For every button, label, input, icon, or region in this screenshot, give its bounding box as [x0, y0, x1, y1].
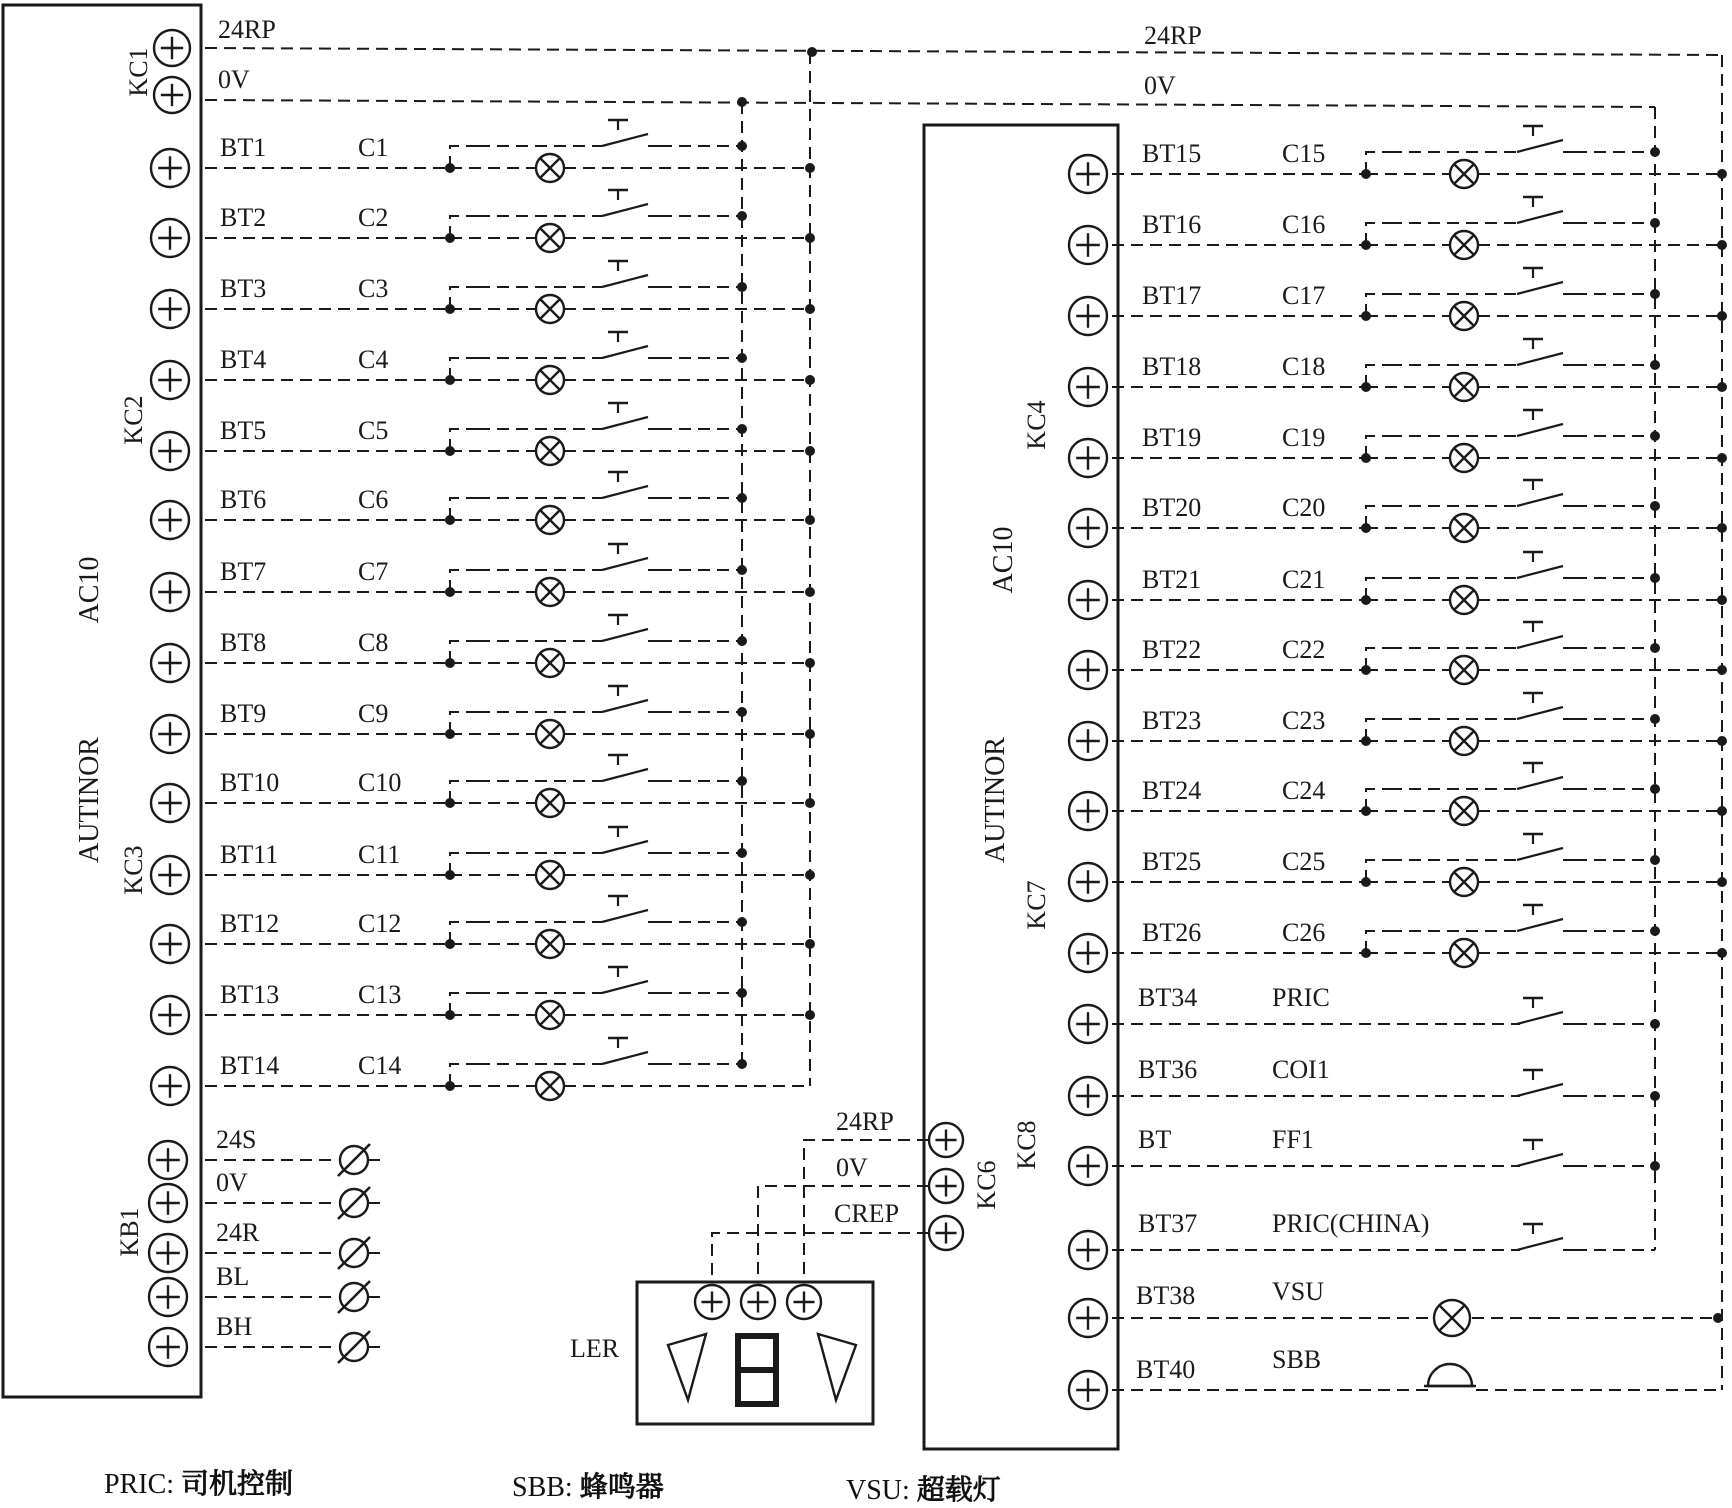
switch-blade: [602, 981, 648, 993]
call-row: [1069, 622, 1727, 689]
kc6-label: CREP: [834, 1199, 900, 1228]
call-row-bt-label: BT10: [220, 768, 280, 797]
right-connector-kc6: KC6: [972, 1160, 1001, 1210]
kb1-slashed-terminal: [338, 1237, 386, 1269]
kb1-terminal: [149, 1278, 187, 1316]
kc6-terminal: [929, 1216, 963, 1250]
call-row-c-label: C2: [358, 203, 389, 232]
call-row-lamp: [536, 295, 564, 323]
call-row-c-label: C7: [358, 557, 389, 586]
ler-terminal-3: [787, 1285, 821, 1319]
call-row-pushbutton: [478, 615, 660, 641]
call-row-bt-label: BT9: [220, 699, 267, 728]
switch-blade: [602, 700, 648, 712]
kb1-slashed-terminal: [338, 1281, 386, 1313]
call-row-branch: [450, 922, 478, 944]
call-row-terminal: [1069, 155, 1107, 193]
call-row-c-label: C19: [1282, 423, 1326, 452]
call-row-lamp: [1450, 373, 1478, 401]
left-connector-kc3: KC3: [119, 845, 148, 895]
call-row-terminal: [1069, 226, 1107, 264]
switch-row: [1069, 983, 1660, 1043]
call-row-c-label: C9: [358, 699, 389, 728]
left-label-autinor: AUTINOR: [74, 737, 105, 863]
call-row-pushbutton: [1390, 552, 1575, 578]
call-row-pushbutton: [1390, 268, 1575, 294]
left-connector-kb1: KB1: [115, 1207, 144, 1257]
switch-blade: [1517, 1084, 1563, 1096]
call-row-lamp: [536, 1001, 564, 1029]
legend-sbb: SBB: 蜂鸣器: [512, 1470, 664, 1503]
switch-row-pushbutton: [1517, 1224, 1575, 1250]
call-row-bt-label: BT2: [220, 203, 267, 232]
kc6-label: 0V: [836, 1153, 868, 1182]
call-row-lamp: [1450, 797, 1478, 825]
call-row-lamp: [536, 154, 564, 182]
left-call-rows: [151, 52, 815, 1105]
call-row-terminal: [1069, 368, 1107, 406]
call-row-pushbutton: [478, 1038, 660, 1064]
call-row-branch: [450, 781, 478, 803]
kb1-label: 24R: [216, 1218, 260, 1247]
call-row: [151, 686, 815, 753]
vsu-24rp-junction: [1713, 1313, 1723, 1323]
call-row-pushbutton: [478, 686, 660, 712]
call-row-c-label: C25: [1282, 847, 1326, 876]
call-row-bt-label: BT12: [220, 909, 280, 938]
call-row-lamp: [536, 789, 564, 817]
slash: [338, 1281, 370, 1313]
call-row-terminal: [151, 501, 189, 539]
right-call-rows: [1069, 126, 1727, 972]
legend-vsu: VSU: 超载灯: [846, 1473, 1001, 1506]
call-row-bt-label: BT16: [1142, 210, 1202, 239]
call-row-c-label: C24: [1282, 776, 1326, 805]
sbb-terminal: [1069, 1371, 1107, 1409]
switch-blade: [1517, 777, 1563, 789]
buzzer-dome: [1428, 1364, 1472, 1386]
call-row-terminal: [151, 219, 189, 257]
call-row-lamp: [536, 578, 564, 606]
call-row-c-label: C11: [358, 840, 401, 869]
slash: [338, 1237, 370, 1269]
call-row-lamp: [536, 366, 564, 394]
vsu-lamp: [1434, 1300, 1470, 1336]
call-row-c-label: C14: [358, 1051, 402, 1080]
bus-24rp-top: [205, 48, 1725, 55]
call-row-c-label: C12: [358, 909, 402, 938]
call-row-bt-label: BT18: [1142, 352, 1202, 381]
call-row-pushbutton: [478, 755, 660, 781]
call-row-c-label: C26: [1282, 918, 1326, 947]
call-row-pushbutton: [1390, 197, 1575, 223]
call-row-pushbutton: [478, 967, 660, 993]
switch-row-terminal: [1069, 1005, 1107, 1043]
call-row-terminal: [1069, 509, 1107, 547]
call-row-terminal: [1069, 297, 1107, 335]
switch-blade: [602, 204, 648, 216]
call-row-branch: [450, 641, 478, 663]
call-row-bt-label: BT22: [1142, 635, 1202, 664]
call-row-lamp: [1450, 514, 1478, 542]
right-label-autinor: AUTINOR: [980, 737, 1011, 863]
call-row-c-label: C6: [358, 485, 389, 514]
call-row: [151, 615, 815, 682]
call-row: [151, 261, 815, 328]
switch-blade: [602, 769, 648, 781]
call-row-terminal: [151, 432, 189, 470]
switch-row: [1069, 1125, 1660, 1185]
call-row-lamp: [1450, 868, 1478, 896]
switch-blade: [1517, 566, 1563, 578]
call-row-bt-label: BT13: [220, 980, 280, 1009]
kb1-slashed-terminal: [338, 1331, 386, 1363]
switch-row-c-label: PRIC: [1272, 983, 1330, 1012]
call-row-pushbutton: [1390, 905, 1575, 931]
ler-label: LER: [570, 1334, 620, 1363]
kc6-terminal: [929, 1123, 963, 1157]
call-row-pushbutton: [1390, 339, 1575, 365]
call-row-bt-label: BT19: [1142, 423, 1202, 452]
call-row-terminal: [151, 361, 189, 399]
call-row-terminal: [151, 996, 189, 1034]
call-row-pushbutton: [1390, 410, 1575, 436]
right-connector-kc7: KC7: [1022, 880, 1051, 930]
call-row-c-label: C8: [358, 628, 389, 657]
call-row-pushbutton: [478, 827, 660, 853]
switch-blade: [602, 1052, 648, 1064]
call-row-terminal: [151, 856, 189, 894]
call-row: [1069, 126, 1727, 193]
call-row-bt-label: BT7: [220, 557, 267, 586]
call-row-lamp: [536, 720, 564, 748]
ler-terminal-1: [695, 1285, 729, 1319]
switch-blade: [602, 417, 648, 429]
call-row: [1069, 905, 1727, 972]
call-row: [1069, 480, 1727, 547]
call-row-branch: [450, 146, 478, 168]
call-row-branch: [450, 358, 478, 380]
switch-blade: [1517, 1154, 1563, 1166]
call-row-branch: [450, 993, 478, 1015]
kb1-label: BL: [216, 1262, 250, 1291]
vsu-c-label: VSU: [1272, 1277, 1325, 1306]
switch-blade: [602, 558, 648, 570]
switch-blade: [1517, 211, 1563, 223]
switch-row-c-label: PRIC(CHINA): [1272, 1209, 1430, 1238]
kc1-label-24rp: 24RP: [218, 15, 276, 44]
switch-row-c-label: COI1: [1272, 1055, 1330, 1084]
call-row-pushbutton: [478, 190, 660, 216]
switch-row-pushbutton: [1517, 1070, 1575, 1096]
call-row-c-label: C10: [358, 768, 402, 797]
call-row-branch: [450, 429, 478, 451]
switch-blade: [1517, 919, 1563, 931]
call-row: [151, 544, 815, 611]
switch-blade: [1517, 282, 1563, 294]
call-row: [1069, 693, 1727, 760]
call-row-c-label: C4: [358, 345, 389, 374]
call-row-terminal: [1069, 863, 1107, 901]
sbb-bt-label: BT40: [1136, 1355, 1196, 1384]
call-row-pushbutton: [1390, 834, 1575, 860]
right-connector-kc8: KC8: [1012, 1120, 1041, 1170]
left-label-ac10: AC10: [74, 556, 105, 624]
call-row-terminal: [151, 644, 189, 682]
call-row-terminal: [151, 784, 189, 822]
call-row-terminal: [151, 1067, 189, 1105]
sbb-c-label: SBB: [1272, 1345, 1322, 1374]
bus-label-24rp: 24RP: [1144, 21, 1202, 50]
call-row: [151, 896, 815, 963]
slash: [338, 1144, 370, 1176]
call-row-lamp: [536, 1072, 564, 1100]
call-row-bt-label: BT23: [1142, 706, 1202, 735]
call-row: [1069, 339, 1727, 406]
switch-row-terminal: [1069, 1147, 1107, 1185]
kb1-label: 24S: [216, 1125, 257, 1154]
call-row-branch: [450, 853, 478, 875]
call-row-bt-label: BT5: [220, 416, 267, 445]
call-row-branch: [450, 712, 478, 734]
switch-blade: [1517, 1238, 1563, 1250]
kc6-display: [570, 1107, 963, 1424]
switch-blade: [602, 275, 648, 287]
call-row-terminal: [151, 149, 189, 187]
call-row: [151, 827, 815, 894]
bus-label-0v: 0V: [1144, 71, 1176, 100]
right-lamp-buzzer-rows: [1069, 1277, 1723, 1409]
call-row-c-label: C20: [1282, 493, 1326, 522]
switch-row-bt-label: BT36: [1138, 1055, 1198, 1084]
call-row-lamp: [1450, 302, 1478, 330]
call-row: [151, 755, 815, 822]
call-row-c-label: C13: [358, 980, 402, 1009]
call-row-terminal: [1069, 792, 1107, 830]
call-row-bt-label: BT11: [220, 840, 279, 869]
call-row-bt-label: BT25: [1142, 847, 1202, 876]
call-row-branch: [450, 216, 478, 238]
switch-row-bt-label: BT: [1138, 1125, 1172, 1154]
switch-blade: [602, 134, 648, 146]
bus-0v-top: [205, 100, 1655, 107]
call-row: [1069, 763, 1727, 830]
switch-blade: [602, 486, 648, 498]
call-row-terminal: [151, 715, 189, 753]
switch-blade: [1517, 707, 1563, 719]
slash: [338, 1187, 370, 1219]
call-row-pushbutton: [478, 544, 660, 570]
kb1-terminal: [149, 1141, 187, 1179]
call-row: [1069, 268, 1727, 335]
call-row-c-label: C5: [358, 416, 389, 445]
switch-blade: [1517, 1012, 1563, 1024]
switch-blade: [1517, 140, 1563, 152]
call-row-terminal: [151, 573, 189, 611]
call-row-c-label: C17: [1282, 281, 1326, 310]
call-row-lamp: [536, 649, 564, 677]
call-row-pushbutton: [1390, 480, 1575, 506]
switch-row-terminal: [1069, 1077, 1107, 1115]
switch-row: [1069, 1209, 1655, 1269]
call-row-bt-label: BT4: [220, 345, 267, 374]
call-row-c-label: C21: [1282, 565, 1326, 594]
call-row-lamp: [1450, 727, 1478, 755]
vsu-terminal: [1069, 1299, 1107, 1337]
switch-row-pushbutton: [1517, 998, 1575, 1024]
call-row-lamp: [536, 437, 564, 465]
call-row: [1069, 834, 1727, 901]
call-row: [1069, 552, 1727, 619]
call-row-pushbutton: [478, 403, 660, 429]
switch-blade: [602, 629, 648, 641]
call-row-c-label: C23: [1282, 706, 1326, 735]
call-row-c-label: C22: [1282, 635, 1326, 664]
kb1-slashed-terminal: [338, 1187, 386, 1219]
call-row-bt-label: BT24: [1142, 776, 1202, 805]
call-row-pushbutton: [478, 472, 660, 498]
switch-blade: [602, 346, 648, 358]
call-row-lamp: [1450, 939, 1478, 967]
call-row-pushbutton: [478, 120, 660, 146]
right-connector-kc4: KC4: [1022, 400, 1051, 450]
kc1-rows: [154, 15, 1725, 113]
call-row-lamp: [1450, 231, 1478, 259]
vsu-bt-label: BT38: [1136, 1281, 1196, 1310]
kc1-terminal-0v: [154, 77, 190, 113]
call-row: [151, 403, 815, 470]
kb1-label: 0V: [216, 1168, 248, 1197]
call-row-c-label: C15: [1282, 139, 1326, 168]
call-row: [1069, 410, 1727, 477]
switch-blade: [1517, 424, 1563, 436]
call-row: [151, 1038, 810, 1105]
kb1-terminal: [149, 1328, 187, 1366]
call-row-pushbutton: [478, 332, 660, 358]
call-row-branch: [450, 287, 478, 309]
switch-row-bt-label: BT37: [1138, 1209, 1198, 1238]
kb1-terminal: [149, 1184, 187, 1222]
call-row-bt-label: BT21: [1142, 565, 1202, 594]
call-row-c-label: C1: [358, 133, 389, 162]
call-row-branch: [450, 498, 478, 520]
switch-blade: [1517, 636, 1563, 648]
sbb-buzzer: [1424, 1364, 1476, 1386]
call-row-terminal: [1069, 722, 1107, 760]
kb1-label: BH: [216, 1312, 253, 1341]
call-row-terminal: [1069, 934, 1107, 972]
call-row-terminal: [1069, 439, 1107, 477]
call-row-terminal: [1069, 581, 1107, 619]
right-label-ac10: AC10: [988, 526, 1019, 594]
call-row-bt-label: BT17: [1142, 281, 1202, 310]
call-row-branch: [450, 570, 478, 592]
call-row: [151, 472, 815, 539]
kb1-slashed-terminal: [338, 1144, 386, 1176]
call-row-pushbutton: [478, 896, 660, 922]
left-connector-kc2: KC2: [119, 395, 148, 445]
switch-blade: [1517, 353, 1563, 365]
call-row-bt-label: BT14: [220, 1051, 280, 1080]
slash: [338, 1331, 370, 1363]
call-row-lamp: [536, 224, 564, 252]
ler-terminal-2: [741, 1285, 775, 1319]
call-row-lamp: [1450, 656, 1478, 684]
kc6-terminal: [929, 1169, 963, 1203]
call-row-c-label: C16: [1282, 210, 1326, 239]
call-row-lamp: [1450, 160, 1478, 188]
call-row-lamp: [1450, 586, 1478, 614]
left-connector-kc1: KC1: [124, 47, 153, 97]
call-row-lamp: [1450, 444, 1478, 472]
call-row-lamp: [536, 861, 564, 889]
kc1-terminal-24rp: [154, 30, 190, 66]
switch-blade: [602, 841, 648, 853]
kb1-terminal: [149, 1234, 187, 1272]
call-row-bt-label: BT26: [1142, 918, 1202, 947]
call-row-c-label: C18: [1282, 352, 1326, 381]
call-row-pushbutton: [1390, 763, 1575, 789]
call-row-c-label: C3: [358, 274, 389, 303]
kc6-wire-crep: [712, 1233, 929, 1280]
call-row-bt-label: BT3: [220, 274, 267, 303]
switch-row-pushbutton: [1517, 1140, 1575, 1166]
call-row-pushbutton: [478, 261, 660, 287]
call-row-bt-label: BT20: [1142, 493, 1202, 522]
kc1-label-0v: 0V: [218, 65, 250, 94]
call-row-lamp: [536, 930, 564, 958]
call-row-bt-label: BT15: [1142, 139, 1202, 168]
kc6-label: 24RP: [836, 1107, 894, 1136]
call-row-terminal: [1069, 651, 1107, 689]
call-row-branch: [450, 1064, 478, 1086]
switch-row-bt-label: BT34: [1138, 983, 1198, 1012]
call-row-terminal: [151, 925, 189, 963]
switch-blade: [602, 910, 648, 922]
bus-24rp-junction: [807, 47, 817, 57]
switch-blade: [1517, 494, 1563, 506]
call-row-bt-label: BT1: [220, 133, 267, 162]
call-row-bt-label: BT8: [220, 628, 267, 657]
call-row-lamp: [536, 506, 564, 534]
call-row-bt-label: BT6: [220, 485, 267, 514]
call-row-pushbutton: [1390, 126, 1575, 152]
legend-pric: PRIC: 司机控制: [104, 1467, 294, 1500]
call-row: [151, 967, 815, 1034]
call-row-pushbutton: [1390, 693, 1575, 719]
switch-row-terminal: [1069, 1231, 1107, 1269]
call-row: [151, 332, 815, 399]
call-row: [1069, 197, 1727, 264]
switch-row-c-label: FF1: [1272, 1125, 1314, 1154]
call-row-pushbutton: [1390, 622, 1575, 648]
call-row: [151, 120, 815, 187]
switch-blade: [1517, 848, 1563, 860]
switch-row: [1069, 1055, 1660, 1115]
call-row-terminal: [151, 290, 189, 328]
call-row: [151, 190, 815, 257]
